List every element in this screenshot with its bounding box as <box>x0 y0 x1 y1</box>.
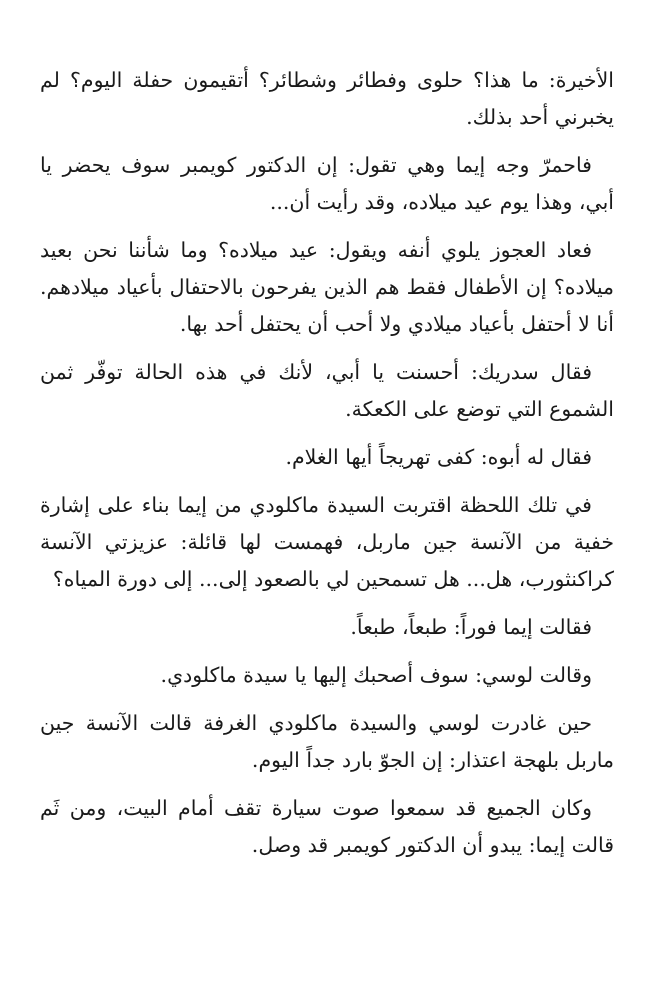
paragraph: في تلك اللحظة اقتربت السيدة ماكلودي من إيما بناء على إشارة خفية من الآنسة جين ماربل، فهمست لها قائلة: عزيزتي الآنسة كراكنثورب، هل... هل تسمحين لي بالصعود إلى... إلى دورة المياه؟ <box>40 493 614 591</box>
paragraph: فقالت إيما فوراً: طبعاً، طبعاً. <box>350 615 592 639</box>
paragraph: فاحمرّ وجه إيما وهي تقول: إن الدكتور كويمبر سوف يحضر يا أبي، وهذا يوم عيد ميلاده، وقد رأيت أن... <box>40 153 614 214</box>
paragraph: وقالت لوسي: سوف أصحبك إليها يا سيدة ماكلودي. <box>160 663 592 687</box>
paragraph: حين غادرت لوسي والسيدة ماكلودي الغرفة قالت الآنسة جين ماربل بلهجة اعتذار: إن الجوّ بارد جداً اليوم. <box>40 711 614 772</box>
paragraph: وكان الجميع قد سمعوا صوت سيارة تقف أمام البيت، ومن ثَم قالت إيما: يبدو أن الدكتور كويمبر قد وصل. <box>40 796 614 857</box>
book-page <box>40 62 614 875</box>
paragraph: الأخيرة: ما هذا؟ حلوى وفطائر وشطائر؟ أتقيمون حفلة اليوم؟ لم يخبرني أحد بذلك. <box>40 68 614 129</box>
paragraph: فقال سدريك: أحسنت يا أبي، لأنك في هذه الحالة توفّر ثمن الشموع التي توضع على الكعكة. <box>40 360 614 421</box>
paragraph: فعاد العجوز يلوي أنفه ويقول: عيد ميلاده؟ وما شأننا نحن بعيد ميلاده؟ إن الأطفال فقط هم الذين يفرحون بالاحتفال بأعياد ميلادهم. أنا لا أحتفل بأعياد ميلادي ولا أحب أن يحتفل أحد بها. <box>40 238 614 336</box>
paragraph: فقال له أبوه: كفى تهريجاً أيها الغلام. <box>285 445 592 469</box>
